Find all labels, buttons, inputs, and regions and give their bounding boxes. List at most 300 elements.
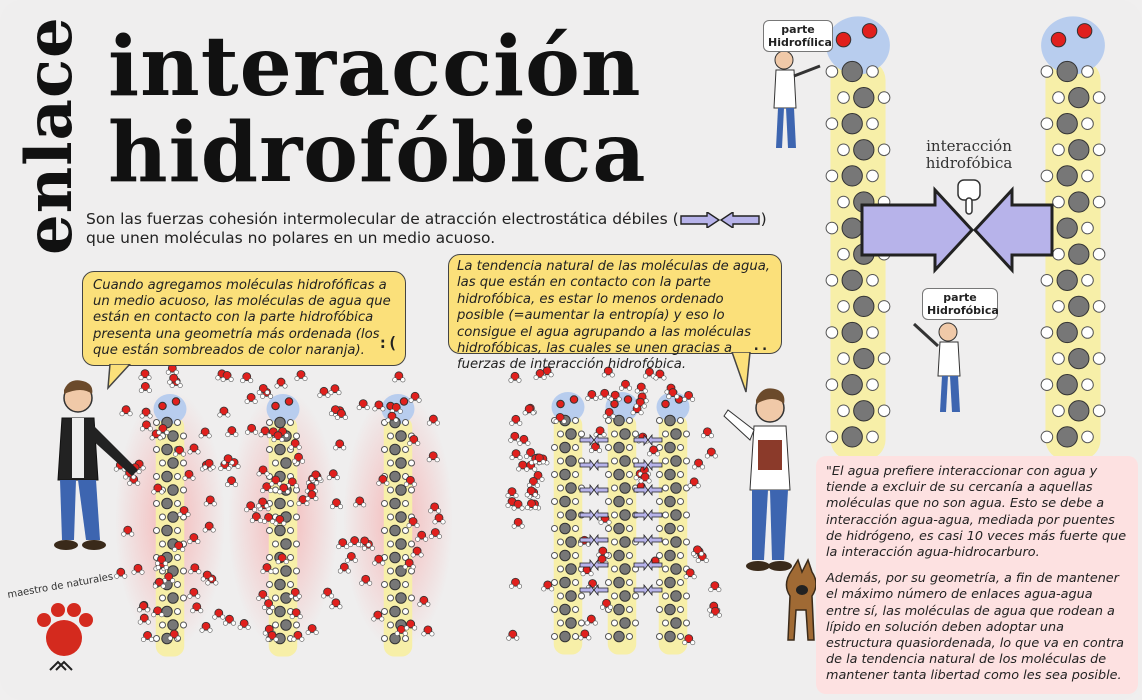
water-hydrogen (594, 396, 598, 400)
hydrogen-atom (294, 622, 300, 628)
water-hydrogen (639, 411, 643, 415)
water-hydrogen (147, 388, 151, 392)
hydrogen-atom (382, 501, 388, 507)
hydrogen-atom (606, 580, 612, 586)
carbon-atom (854, 87, 874, 107)
water-hydrogen (245, 399, 249, 403)
small-attraction-arrow (634, 435, 662, 445)
hydrogen-atom (612, 566, 618, 572)
water-hydrogen (200, 628, 204, 632)
water-hydrogen (517, 378, 521, 382)
water-hydrogen (385, 481, 389, 485)
carbon-atom (620, 483, 631, 494)
water-hydrogen (510, 421, 514, 425)
carbon-atom (566, 429, 577, 440)
hydrogen-atom (657, 634, 663, 640)
water-hydrogen (222, 460, 226, 464)
hydrogen-atom (1053, 248, 1065, 260)
water-hydrogen (180, 547, 184, 551)
bubble-left-tail (106, 364, 136, 390)
water-hydrogen (149, 637, 153, 641)
water-hydrogen (682, 397, 686, 401)
carbon-atom (396, 512, 407, 523)
carbon-atom (614, 550, 625, 561)
water-hydrogen (156, 565, 160, 569)
hydrogen-atom (403, 420, 409, 426)
water-hydrogen (353, 558, 357, 562)
water-hydrogen (593, 621, 597, 625)
water-molecule (393, 372, 405, 382)
hydrogen-atom (826, 275, 838, 287)
water-hydrogen (132, 570, 136, 574)
hydrogen-atom (558, 593, 564, 599)
hydrogen-atom (678, 445, 684, 451)
water-hydrogen (692, 575, 696, 579)
hydrogen-atom (657, 472, 663, 478)
water-hydrogen (172, 547, 176, 551)
carbon-atom (842, 114, 862, 134)
carbon-atom (854, 296, 874, 316)
water-hydrogen (403, 565, 407, 569)
water-hydrogen (717, 587, 721, 591)
water-hydrogen (408, 441, 412, 445)
carbon-atom (1069, 192, 1089, 212)
water-hydrogen (259, 433, 263, 437)
water-molecule (635, 383, 647, 393)
hydrogen-atom (403, 582, 409, 588)
hydrogen-atom (558, 512, 564, 518)
water-hydrogen (128, 412, 132, 416)
water-hydrogen (329, 594, 333, 598)
water-molecule (275, 378, 287, 388)
water-hydrogen (509, 584, 513, 588)
water-hydrogen (436, 509, 440, 513)
carbon-atom (560, 631, 571, 642)
water-hydrogen (270, 605, 274, 609)
carbon-atom (396, 431, 407, 442)
water-hydrogen (321, 594, 325, 598)
oxygen-atom (285, 398, 293, 406)
carbon-atom (560, 496, 571, 507)
hydrogen-atom (409, 595, 415, 601)
hydrogen-atom (175, 420, 181, 426)
hydrogen-atom (181, 460, 187, 466)
water-hydrogen (318, 477, 322, 481)
carbon-atom (168, 620, 179, 631)
hydrogen-atom (267, 555, 273, 561)
hydrogen-atom (160, 514, 166, 520)
water-hydrogen (518, 421, 522, 425)
water-hydrogen (429, 534, 433, 538)
water-molecule (241, 373, 253, 383)
water-hydrogen (533, 460, 537, 464)
hydrogen-atom (294, 541, 300, 547)
hydrogen-atom (267, 582, 273, 588)
carbon-atom (665, 442, 676, 453)
hydrogen-atom (663, 593, 669, 599)
water-hydrogen (373, 561, 377, 565)
carbon-atom (1069, 401, 1089, 421)
hydrogen-atom (267, 528, 273, 534)
water-hydrogen (428, 509, 432, 513)
hydrogen-atom (838, 144, 850, 156)
carbon-atom (560, 523, 571, 534)
small-attraction-arrow (634, 510, 662, 520)
hydrogen-atom (867, 327, 879, 339)
carbon-atom (560, 604, 571, 615)
hydrogen-atom (1093, 248, 1105, 260)
water-hydrogen (510, 455, 514, 459)
water-hydrogen (270, 482, 274, 486)
water-hydrogen (430, 632, 434, 636)
hydrogen-atom (552, 553, 558, 559)
water-hydrogen (268, 394, 272, 398)
hydrogen-atom (838, 92, 850, 104)
water-hydrogen (266, 637, 270, 641)
water-hydrogen (334, 446, 338, 450)
water-hydrogen (427, 458, 431, 462)
hydrogen-atom (388, 622, 394, 628)
water-hydrogen (696, 558, 700, 562)
oxygen-atom (662, 400, 670, 408)
water-hydrogen (643, 389, 647, 393)
hydrogen-atom (388, 433, 394, 439)
title-line-2: hidrofóbica (108, 105, 647, 201)
water-hydrogen (578, 542, 582, 546)
carbon-atom (614, 496, 625, 507)
water-molecule (357, 400, 369, 410)
hydrogen-atom (867, 66, 879, 78)
hydrogen-atom (288, 420, 294, 426)
water-hydrogen (145, 608, 149, 612)
water-hydrogen (635, 389, 639, 393)
carbon-atom (396, 539, 407, 550)
water-hydrogen (159, 613, 163, 617)
water-hydrogen (709, 613, 713, 617)
hydrogen-atom (579, 620, 585, 626)
hydrogen-atom (288, 555, 294, 561)
interaction-label (924, 138, 1014, 172)
hydrogen-atom (552, 445, 558, 451)
water-hydrogen (246, 625, 250, 629)
hydrogen-atom (409, 487, 415, 493)
water-hydrogen (617, 397, 621, 401)
hydrogen-atom (627, 418, 633, 424)
water-hydrogen (261, 488, 265, 492)
water-hydrogen (275, 384, 279, 388)
hydrogen-atom (403, 609, 409, 615)
water-hydrogen (401, 378, 405, 382)
water-hydrogen (348, 542, 352, 546)
carbon-atom (275, 498, 286, 509)
water-hydrogen (183, 476, 187, 480)
hydrogen-atom (663, 431, 669, 437)
carbon-atom (614, 631, 625, 642)
water-hydrogen (525, 505, 529, 509)
water-hydrogen (283, 384, 287, 388)
water-hydrogen (170, 578, 174, 582)
water-hydrogen (346, 569, 350, 573)
water-hydrogen (509, 438, 513, 442)
carbon-atom (168, 485, 179, 496)
hydrogen-atom (633, 431, 639, 437)
water-hydrogen (218, 413, 222, 417)
carbon-atom (854, 348, 874, 368)
carbon-atom (281, 539, 292, 550)
water-hydrogen (282, 521, 286, 525)
water-hydrogen (265, 390, 269, 394)
hydrogen-atom (627, 526, 633, 532)
hydrogen-atom (154, 528, 160, 534)
carbon-atom (275, 525, 286, 536)
bubble-right-tail (728, 352, 754, 396)
speech-bubble-left: Cuando agregamos moléculas hidrofóficas a un medio acuoso, las moléculas de agua que están en contacto con la parte hidrofóbica presenta una geometría más ordenada (los que están sombreados de color naranja). (82, 271, 406, 366)
water-hydrogen (627, 386, 631, 390)
vertical-title: enlace (12, 16, 87, 255)
water-hydrogen (233, 482, 237, 486)
water-hydrogen (178, 512, 182, 516)
hydrogen-atom (175, 501, 181, 507)
hydrogen-atom (175, 582, 181, 588)
water-hydrogen (216, 376, 220, 380)
hydrogen-atom (154, 636, 160, 642)
water-hydrogen (140, 414, 144, 418)
hydrogen-atom (838, 405, 850, 417)
water-molecule (688, 478, 700, 488)
water-hydrogen (140, 427, 144, 431)
hydrogen-atom (552, 499, 558, 505)
water-hydrogen (141, 466, 145, 470)
label-hydrophilic-line2: Hidrofílica (768, 36, 832, 49)
water-hydrogen (253, 430, 257, 434)
water-hydrogen (357, 405, 361, 409)
hydrogen-atom (1041, 275, 1053, 287)
water-hydrogen (204, 502, 208, 506)
water-molecule (701, 428, 713, 438)
carbon-atom (842, 375, 862, 395)
water-hydrogen (164, 565, 168, 569)
water-molecule (512, 518, 524, 528)
carbon-atom (671, 537, 682, 548)
water-molecule (245, 393, 257, 403)
carbon-atom (281, 458, 292, 469)
water-hydrogen (512, 524, 516, 528)
oxygen-atom (400, 398, 408, 406)
water-hydrogen (318, 393, 322, 397)
carbon-atom (665, 523, 676, 534)
carbon-atom (168, 593, 179, 604)
water-hydrogen (306, 630, 310, 634)
water-hydrogen (517, 467, 521, 471)
water-hydrogen (506, 493, 510, 497)
hydrogen-atom (181, 622, 187, 628)
hydrogen-atom (1082, 431, 1094, 443)
hydrogen-atom (867, 379, 879, 391)
water-hydrogen (415, 537, 419, 541)
hydrogen-atom (663, 620, 669, 626)
oxygen-atom (570, 396, 578, 404)
carbon-atom (275, 579, 286, 590)
hydrogen-atom (573, 472, 579, 478)
hydrogen-atom (826, 118, 838, 130)
quote-paragraph-1: "El agua prefiere interaccionar con agua y tiende a excluir de su cercanía a aquellas moléculas que no son agua. Esto se debe a interacción agua-agua, mediada por puentes de hidrógeno, es casi 10 veces más fuerte que la interacción agua-hidrocarburo. (826, 464, 1127, 561)
hydrogen-atom (573, 445, 579, 451)
carbon-atom (396, 593, 407, 604)
water-hydrogen (717, 613, 721, 617)
water-hydrogen (250, 518, 254, 522)
hydrogen-atom (160, 541, 166, 547)
hydrogen-atom (273, 541, 279, 547)
carbon-atom (162, 525, 173, 536)
subtitle-part-1: Son las fuerzas cohesión intermolecular de atracción electrostática débiles ( (86, 210, 679, 228)
carbon-atom (620, 429, 631, 440)
water-molecule (510, 450, 522, 460)
thinking-face-left: :( (378, 333, 398, 352)
water-hydrogen (415, 523, 419, 527)
hydrogen-atom (684, 512, 690, 518)
water-hydrogen (305, 501, 309, 505)
water-hydrogen (684, 575, 688, 579)
hydrogen-atom (606, 526, 612, 532)
hydrogen-atom (558, 485, 564, 491)
hydrogen-atom (878, 92, 890, 104)
water-molecule (586, 390, 598, 400)
water-hydrogen (201, 577, 205, 581)
carbon-atom (168, 458, 179, 469)
hydrogen-atom (409, 460, 415, 466)
water-hydrogen (289, 445, 293, 449)
water-hydrogen (366, 543, 370, 547)
hydrogen-atom (1041, 431, 1053, 443)
hydrogen-atom (181, 433, 187, 439)
water-hydrogen (416, 441, 420, 445)
hydrogen-atom (878, 353, 890, 365)
subtitle-line-2: que unen moléculas no polares en un medio acuoso. (86, 229, 496, 247)
water-hydrogen (701, 434, 705, 438)
water-hydrogen (531, 411, 535, 415)
hydrogen-atom (1093, 144, 1105, 156)
water-molecule (218, 407, 230, 417)
water-molecule (619, 380, 631, 390)
water-hydrogen (381, 561, 385, 565)
carbon-atom (566, 456, 577, 467)
hydrogen-atom (579, 593, 585, 599)
carbon-atom (1057, 375, 1077, 395)
water-hydrogen (362, 546, 366, 550)
hydrogen-atom (826, 222, 838, 234)
carbon-atom (281, 566, 292, 577)
water-hydrogen (265, 472, 269, 476)
hydrogen-atom (627, 553, 633, 559)
water-hydrogen (395, 631, 399, 635)
water-hydrogen (654, 376, 658, 380)
water-hydrogen (692, 465, 696, 469)
hydrogen-atom (627, 499, 633, 505)
water-hydrogen (229, 377, 233, 381)
hydrogen-atom (678, 553, 684, 559)
carbon-atom (671, 564, 682, 575)
water-molecule (692, 459, 704, 469)
water-hydrogen (157, 430, 161, 434)
hydrogen-atom (273, 622, 279, 628)
water-hydrogen (535, 483, 539, 487)
oxygen-atom (272, 402, 280, 410)
carbon-atom (275, 606, 286, 617)
carbon-atom (1069, 140, 1089, 160)
carbon-atom (620, 456, 631, 467)
hydrogen-atom (409, 541, 415, 547)
hydrogen-atom (1082, 275, 1094, 287)
water-hydrogen (173, 452, 177, 456)
hydrogen-atom (612, 512, 618, 518)
water-hydrogen (381, 407, 385, 411)
water-hydrogen (589, 448, 593, 452)
carbon-atom (390, 606, 401, 617)
smile-face-right: .. (752, 338, 769, 354)
water-hydrogen (236, 464, 240, 468)
water-hydrogen (542, 587, 546, 591)
water-hydrogen (257, 596, 261, 600)
carbon-atom (842, 218, 862, 238)
water-hydrogen (412, 482, 416, 486)
hydrogen-atom (1093, 196, 1105, 208)
water-hydrogen (360, 581, 364, 585)
hydrogen-atom (1082, 170, 1094, 182)
hydrogen-atom (1053, 92, 1065, 104)
water-hydrogen (208, 628, 212, 632)
water-hydrogen (115, 574, 119, 578)
hydrogen-atom (627, 634, 633, 640)
water-hydrogen (435, 421, 439, 425)
water-hydrogen (404, 626, 408, 630)
water-hydrogen (123, 574, 127, 578)
hydrogen-atom (175, 528, 181, 534)
hydrogen-atom (678, 634, 684, 640)
hydrogen-atom (573, 634, 579, 640)
water-molecule (507, 630, 519, 640)
water-hydrogen (199, 434, 203, 438)
water-hydrogen (186, 512, 190, 516)
water-hydrogen (675, 394, 679, 398)
quote-paragraph-2: Además, por su geometría, a fin de mantener el máximo número de enlaces agua-agua entre sí, las moléculas de agua que rodean a lípido en solución deben adoptar una estructura quasiordenada, lo que va en contra de la tendencia natural de los moléculas de mantener tanta libertad como les sea posible. (826, 571, 1124, 684)
hydrogen-atom (558, 431, 564, 437)
water-hydrogen (533, 505, 537, 509)
water-hydrogen (158, 436, 162, 440)
hydrogen-atom (573, 526, 579, 532)
water-hydrogen (155, 561, 159, 565)
water-hydrogen (418, 602, 422, 606)
water-hydrogen (541, 460, 545, 464)
water-hydrogen (554, 419, 558, 423)
water-hydrogen (165, 430, 169, 434)
hydrogen-atom (579, 431, 585, 437)
water-hydrogen (290, 614, 294, 618)
water-hydrogen (219, 466, 223, 470)
water-hydrogen (276, 560, 280, 564)
water-hydrogen (327, 475, 331, 479)
water-hydrogen (274, 637, 278, 641)
label-hydrophilic-line1: parte (781, 23, 815, 36)
hydrogen-atom (838, 301, 850, 313)
hydrogen-atom (826, 327, 838, 339)
water-hydrogen (294, 484, 298, 488)
water-hydrogen (662, 376, 666, 380)
carbon-atom (842, 166, 862, 186)
water-hydrogen (411, 565, 415, 569)
water-hydrogen (598, 395, 602, 399)
hydrogen-atom (288, 528, 294, 534)
hydrogen-atom (160, 595, 166, 601)
